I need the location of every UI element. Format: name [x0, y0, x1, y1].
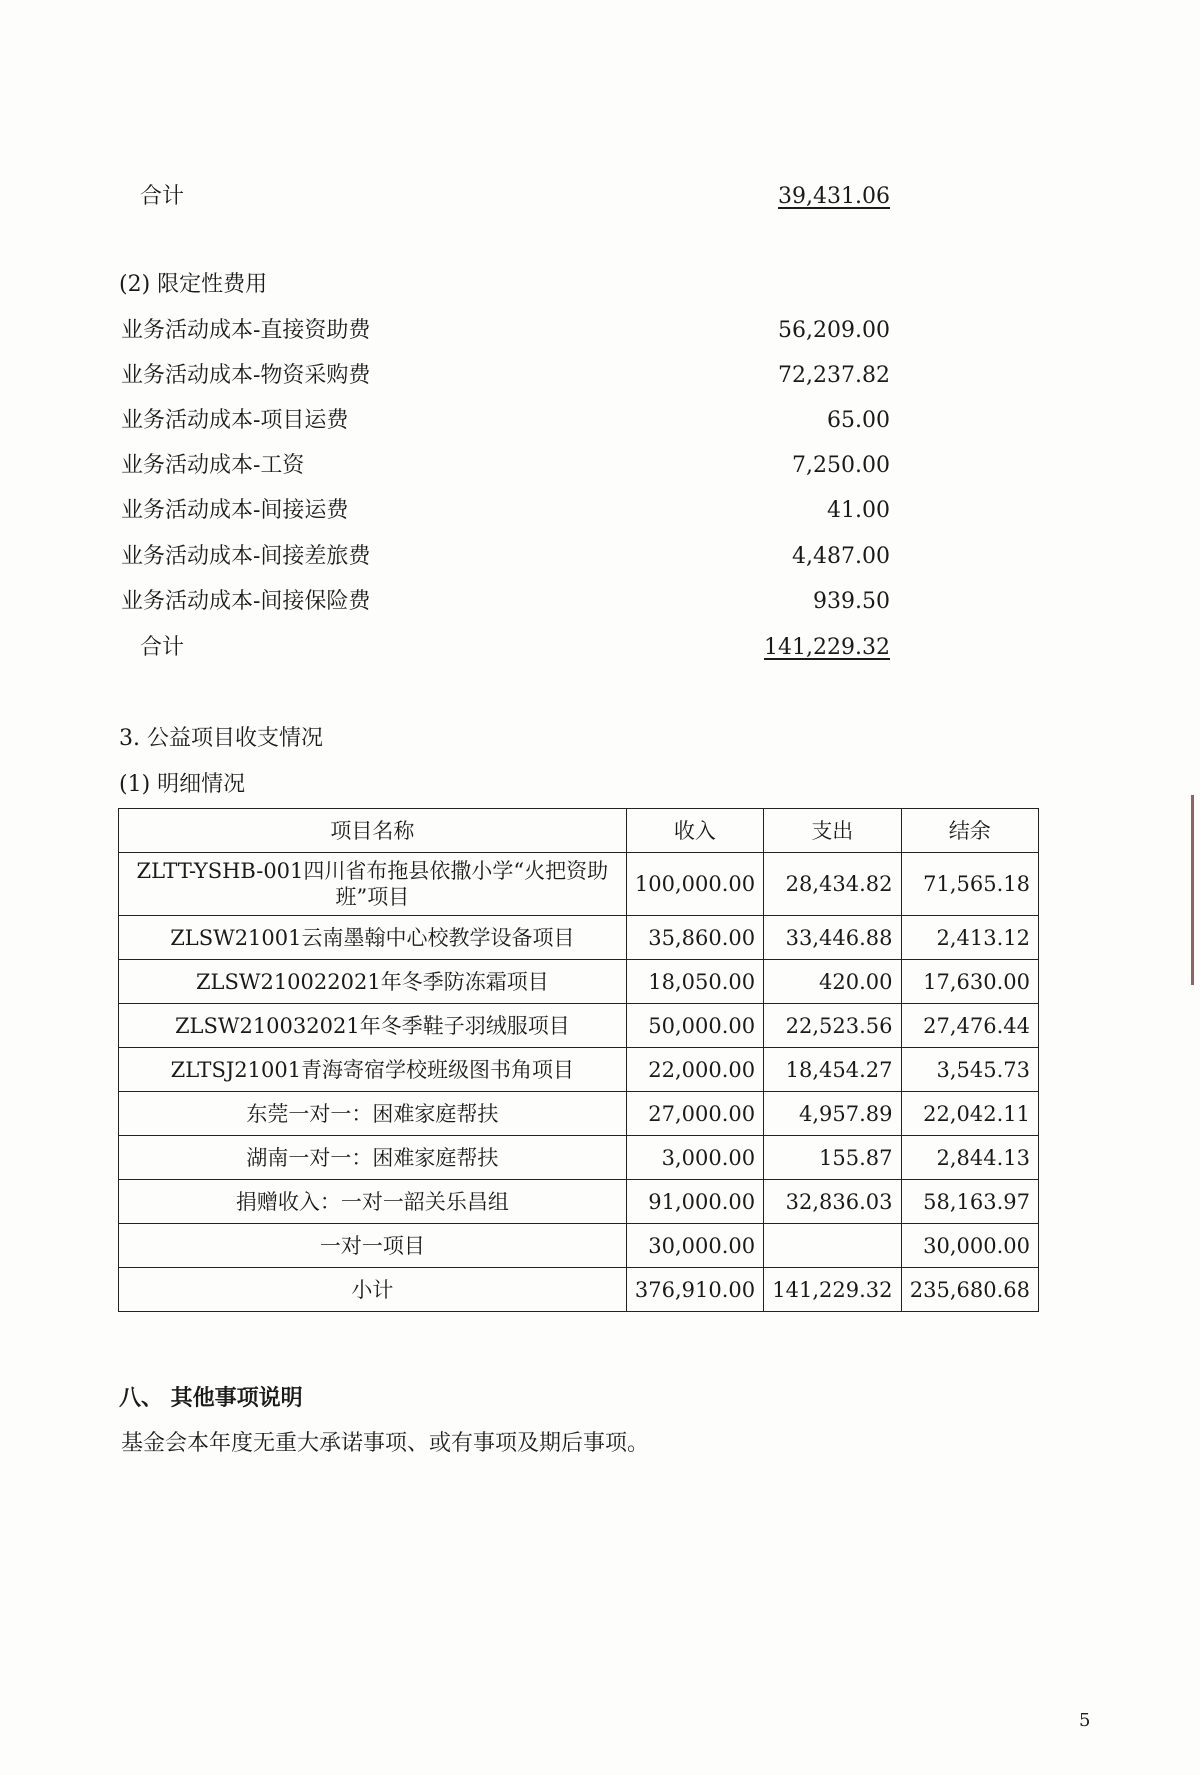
- restricted-item-amount: 41.00: [827, 498, 890, 523]
- cell-subtotal-expense: 141,229.32: [764, 1268, 901, 1312]
- table-header-row: [119, 809, 1039, 853]
- table-row: [119, 853, 1039, 916]
- cell-balance: 71,565.18: [901, 853, 1038, 916]
- restricted-item-row: [0, 356, 1200, 396]
- table-subtotal-row: [119, 1268, 1039, 1312]
- restricted-item-label: 业务活动成本-物资采购费: [121, 363, 371, 388]
- restricted-total-row: [0, 628, 1200, 668]
- cell-project-name: ZLTT-YSHB-001四川省布拖县依撒小学“火把资助班”项目: [119, 853, 627, 916]
- restricted-item-row: [0, 401, 1200, 441]
- cell-project-name: ZLSW210022021年冬季防冻霜项目: [119, 960, 627, 1004]
- prev-total-amount: 39,431.06: [778, 184, 890, 209]
- restricted-item-label: 业务活动成本-工资: [121, 453, 305, 478]
- page-number: 5: [1079, 1710, 1091, 1731]
- cell-income: 22,000.00: [626, 1048, 763, 1092]
- cell-project-name: 湖南一对一：困难家庭帮扶: [119, 1136, 627, 1180]
- cell-project-name: 东莞一对一：困难家庭帮扶: [119, 1092, 627, 1136]
- restricted-item-label: 业务活动成本-间接差旅费: [121, 544, 371, 569]
- cell-expense: 28,434.82: [764, 853, 901, 916]
- restricted-item-row: [0, 491, 1200, 531]
- restricted-item-row: [0, 537, 1200, 577]
- restricted-item-label: 业务活动成本-间接运费: [121, 498, 349, 523]
- restricted-item-amount: 65.00: [827, 408, 890, 433]
- restricted-item-amount: 4,487.00: [792, 544, 890, 569]
- restricted-item-label: 业务活动成本-间接保险费: [121, 589, 371, 614]
- section3-heading: 3. 公益项目收支情况: [119, 726, 323, 751]
- cell-income: 30,000.00: [626, 1224, 763, 1268]
- restricted-item-label: 业务活动成本-项目运费: [121, 408, 349, 433]
- cell-balance: 17,630.00: [901, 960, 1038, 1004]
- restricted-item-amount: 56,209.00: [778, 318, 890, 343]
- cell-project-name: ZLSW210032021年冬季鞋子羽绒服项目: [119, 1004, 627, 1048]
- restricted-item-amount: 7,250.00: [792, 453, 890, 478]
- cell-balance: 58,163.97: [901, 1180, 1038, 1224]
- header-project-name: 项目名称: [119, 809, 627, 853]
- cell-project-name: ZLTSJ21001青海寄宿学校班级图书角项目: [119, 1048, 627, 1092]
- cell-balance: 2,413.12: [901, 916, 1038, 960]
- cell-balance: 22,042.11: [901, 1092, 1038, 1136]
- restricted-item-label: 业务活动成本-直接资助费: [121, 318, 371, 343]
- section8-heading: 八、 其他事项说明: [119, 1385, 303, 1411]
- cell-income: 91,000.00: [626, 1180, 763, 1224]
- restricted-total-label: 合计: [140, 635, 185, 660]
- header-balance: 结余: [901, 809, 1038, 853]
- project-detail-table: [118, 808, 1039, 1312]
- cell-income: 50,000.00: [626, 1004, 763, 1048]
- header-expense: 支出: [764, 809, 901, 853]
- prev-total-row: [0, 177, 1200, 217]
- cell-subtotal-label: 小计: [119, 1268, 627, 1312]
- header-income: 收入: [626, 809, 763, 853]
- section3-subheading: (1) 明细情况: [119, 772, 246, 797]
- table-row: [119, 1136, 1039, 1180]
- cell-subtotal-balance: 235,680.68: [901, 1268, 1038, 1312]
- table-row: [119, 1004, 1039, 1048]
- cell-income: 18,050.00: [626, 960, 763, 1004]
- cell-balance: 27,476.44: [901, 1004, 1038, 1048]
- restricted-total-amount: 141,229.32: [764, 635, 890, 660]
- restricted-item-row: [0, 446, 1200, 486]
- restricted-heading: (2) 限定性费用: [119, 272, 268, 297]
- cell-balance: 30,000.00: [901, 1224, 1038, 1268]
- table-row: [119, 1092, 1039, 1136]
- table-row: [119, 1048, 1039, 1092]
- cell-expense: 32,836.03: [764, 1180, 901, 1224]
- cell-balance: 2,844.13: [901, 1136, 1038, 1180]
- cell-project-name: 一对一项目: [119, 1224, 627, 1268]
- cell-income: 100,000.00: [626, 853, 763, 916]
- cell-income: 35,860.00: [626, 916, 763, 960]
- table-row: [119, 1224, 1039, 1268]
- cell-project-name: 捐赠收入：一对一韶关乐昌组: [119, 1180, 627, 1224]
- cell-expense: 155.87: [764, 1136, 901, 1180]
- cell-income: 3,000.00: [626, 1136, 763, 1180]
- binding-mark: [1185, 795, 1194, 985]
- table-row: [119, 1180, 1039, 1224]
- cell-expense: 22,523.56: [764, 1004, 901, 1048]
- section8-text: 基金会本年度无重大承诺事项、或有事项及期后事项。: [121, 1431, 650, 1456]
- cell-expense: [764, 1224, 901, 1268]
- cell-expense: 33,446.88: [764, 916, 901, 960]
- table-row: [119, 960, 1039, 1004]
- cell-expense: 18,454.27: [764, 1048, 901, 1092]
- restricted-item-amount: 939.50: [813, 589, 890, 614]
- table-row: [119, 916, 1039, 960]
- restricted-item-row: [0, 582, 1200, 622]
- restricted-item-row: [0, 311, 1200, 351]
- cell-expense: 420.00: [764, 960, 901, 1004]
- prev-total-label: 合计: [140, 184, 185, 209]
- cell-project-name: ZLSW21001云南墨翰中心校教学设备项目: [119, 916, 627, 960]
- cell-expense: 4,957.89: [764, 1092, 901, 1136]
- cell-subtotal-income: 376,910.00: [626, 1268, 763, 1312]
- cell-income: 27,000.00: [626, 1092, 763, 1136]
- restricted-item-amount: 72,237.82: [778, 363, 890, 388]
- cell-balance: 3,545.73: [901, 1048, 1038, 1092]
